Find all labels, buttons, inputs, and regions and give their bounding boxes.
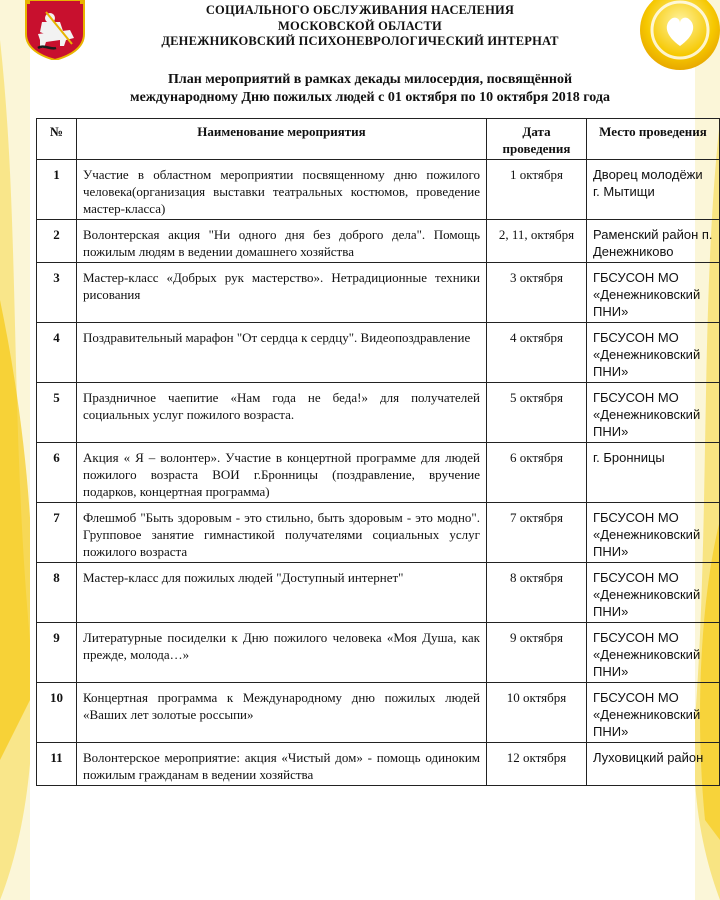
event-date: 4 октября bbox=[487, 323, 587, 383]
organization-header bbox=[0, 0, 720, 50]
header-line-1: СОЦИАЛЬНОГО ОБСЛУЖИВАНИЯ НАСЕЛЕНИЯ bbox=[205, 3, 515, 17]
table-row bbox=[37, 503, 720, 563]
event-name: Акция « Я – волонтер». Участие в концертной программе для людей пожилого возраста ВОИ г.Бронницы (поздравление, вручение подарков, концертная программа) bbox=[77, 443, 487, 503]
row-number: 4 bbox=[37, 323, 77, 383]
column-header-number: № bbox=[37, 119, 77, 160]
event-place: Раменский район п. Денежниково bbox=[587, 220, 720, 263]
header-line-3: ДЕНЕЖНИКОВСКИЙ ПСИХОНЕВРОЛОГИЧЕСКИЙ ИНТЕРНАТ bbox=[161, 34, 559, 48]
row-number: 8 bbox=[37, 563, 77, 623]
plan-title-line-1: План мероприятий в рамках декады милосердия, посвящённой bbox=[167, 72, 573, 87]
table-row bbox=[37, 683, 720, 743]
event-place: ГБСУСОН МО «Денежниковский ПНИ» bbox=[587, 383, 720, 443]
table-row bbox=[37, 323, 720, 383]
event-date: 5 октября bbox=[487, 383, 587, 443]
event-place: ГБСУСОН МО «Денежниковский ПНИ» bbox=[587, 503, 720, 563]
event-place: ГБСУСОН МО «Денежниковский ПНИ» bbox=[587, 563, 720, 623]
row-number: 2 bbox=[37, 220, 77, 263]
row-number: 5 bbox=[37, 383, 77, 443]
event-name: Концертная программа к Международному дню пожилых людей «Ваших лет золотые россыпи» bbox=[77, 683, 487, 743]
event-name: Праздничное чаепитие «Нам года не беда!» для получателей социальных услуг пожилого возраста. bbox=[77, 383, 487, 443]
table-row bbox=[37, 563, 720, 623]
row-number: 1 bbox=[37, 160, 77, 220]
heart-logo-icon bbox=[622, 0, 720, 85]
event-date: 10 октября bbox=[487, 683, 587, 743]
event-name: Участие в областном мероприятии посвященному дню пожилого человека(организация выставки театральных костюмов, проведение мастер-класса) bbox=[77, 160, 487, 220]
event-place: ГБСУСОН МО «Денежниковский ПНИ» bbox=[587, 623, 720, 683]
event-date: 9 октября bbox=[487, 623, 587, 683]
event-name: Литературные посиделки к Дню пожилого человека «Моя Душа, как прежде, молода…» bbox=[77, 623, 487, 683]
row-number: 3 bbox=[37, 263, 77, 323]
column-header-name: Наименование мероприятия bbox=[77, 119, 487, 160]
event-place: Дворец молодёжи г. Мытищи bbox=[587, 160, 720, 220]
header-line-2: МОСКОВСКОЙ ОБЛАСТИ bbox=[278, 18, 442, 33]
event-date: 1 октября bbox=[487, 160, 587, 220]
table-row bbox=[37, 263, 720, 323]
event-name: Флешмоб "Быть здоровым - это стильно, быть здоровым - это модно". Групповое занятие гимнастикой получателями социальных услуг пожилого возраста bbox=[77, 503, 487, 563]
column-header-date: Дата проведения bbox=[487, 119, 587, 160]
event-date: 8 октября bbox=[487, 563, 587, 623]
event-name: Мастер-класс для пожилых людей "Доступный интернет" bbox=[77, 563, 487, 623]
row-number: 9 bbox=[37, 623, 77, 683]
table-row bbox=[37, 623, 720, 683]
row-number: 11 bbox=[37, 743, 77, 786]
plan-title-line-2: международному Дню пожилых людей с 01 октября по 10 октября 2018 года bbox=[130, 90, 610, 105]
event-place: ГБСУСОН МО «Денежниковский ПНИ» bbox=[587, 683, 720, 743]
event-place: ГБСУСОН МО «Денежниковский ПНИ» bbox=[587, 263, 720, 323]
event-date: 2, 11, октября bbox=[487, 220, 587, 263]
table-row bbox=[37, 743, 720, 786]
event-name: Волонтерское мероприятие: акция «Чистый дом» - помощь одиноким пожилым гражданам в ведении хозяйства bbox=[77, 743, 487, 786]
event-date: 3 октября bbox=[487, 263, 587, 323]
event-place: ГБСУСОН МО «Денежниковский ПНИ» bbox=[587, 323, 720, 383]
column-header-place: Место проведения bbox=[587, 119, 720, 160]
event-place: г. Бронницы bbox=[587, 443, 720, 503]
event-name: Волонтерская акция "Ни одного дня без доброго дела". Помощь пожилым людям в ведении домашнего хозяйства bbox=[77, 220, 487, 263]
event-date: 12 октября bbox=[487, 743, 587, 786]
row-number: 10 bbox=[37, 683, 77, 743]
plan-title bbox=[60, 71, 680, 107]
event-name: Мастер-класс «Добрых рук мастерство». Нетрадиционные техники рисования bbox=[77, 263, 487, 323]
event-date: 6 октября bbox=[487, 443, 587, 503]
moscow-oblast-coat-of-arms-icon bbox=[20, 0, 90, 60]
table-row bbox=[37, 160, 720, 220]
event-place: Луховицкий район bbox=[587, 743, 720, 786]
table-row bbox=[37, 383, 720, 443]
table-row bbox=[37, 443, 720, 503]
row-number: 7 bbox=[37, 503, 77, 563]
events-table bbox=[36, 118, 720, 786]
event-date: 7 октября bbox=[487, 503, 587, 563]
table-row bbox=[37, 220, 720, 263]
event-name: Поздравительный марафон "От сердца к сердцу". Видеопоздравление bbox=[77, 323, 487, 383]
row-number: 6 bbox=[37, 443, 77, 503]
table-header-row bbox=[37, 119, 720, 160]
